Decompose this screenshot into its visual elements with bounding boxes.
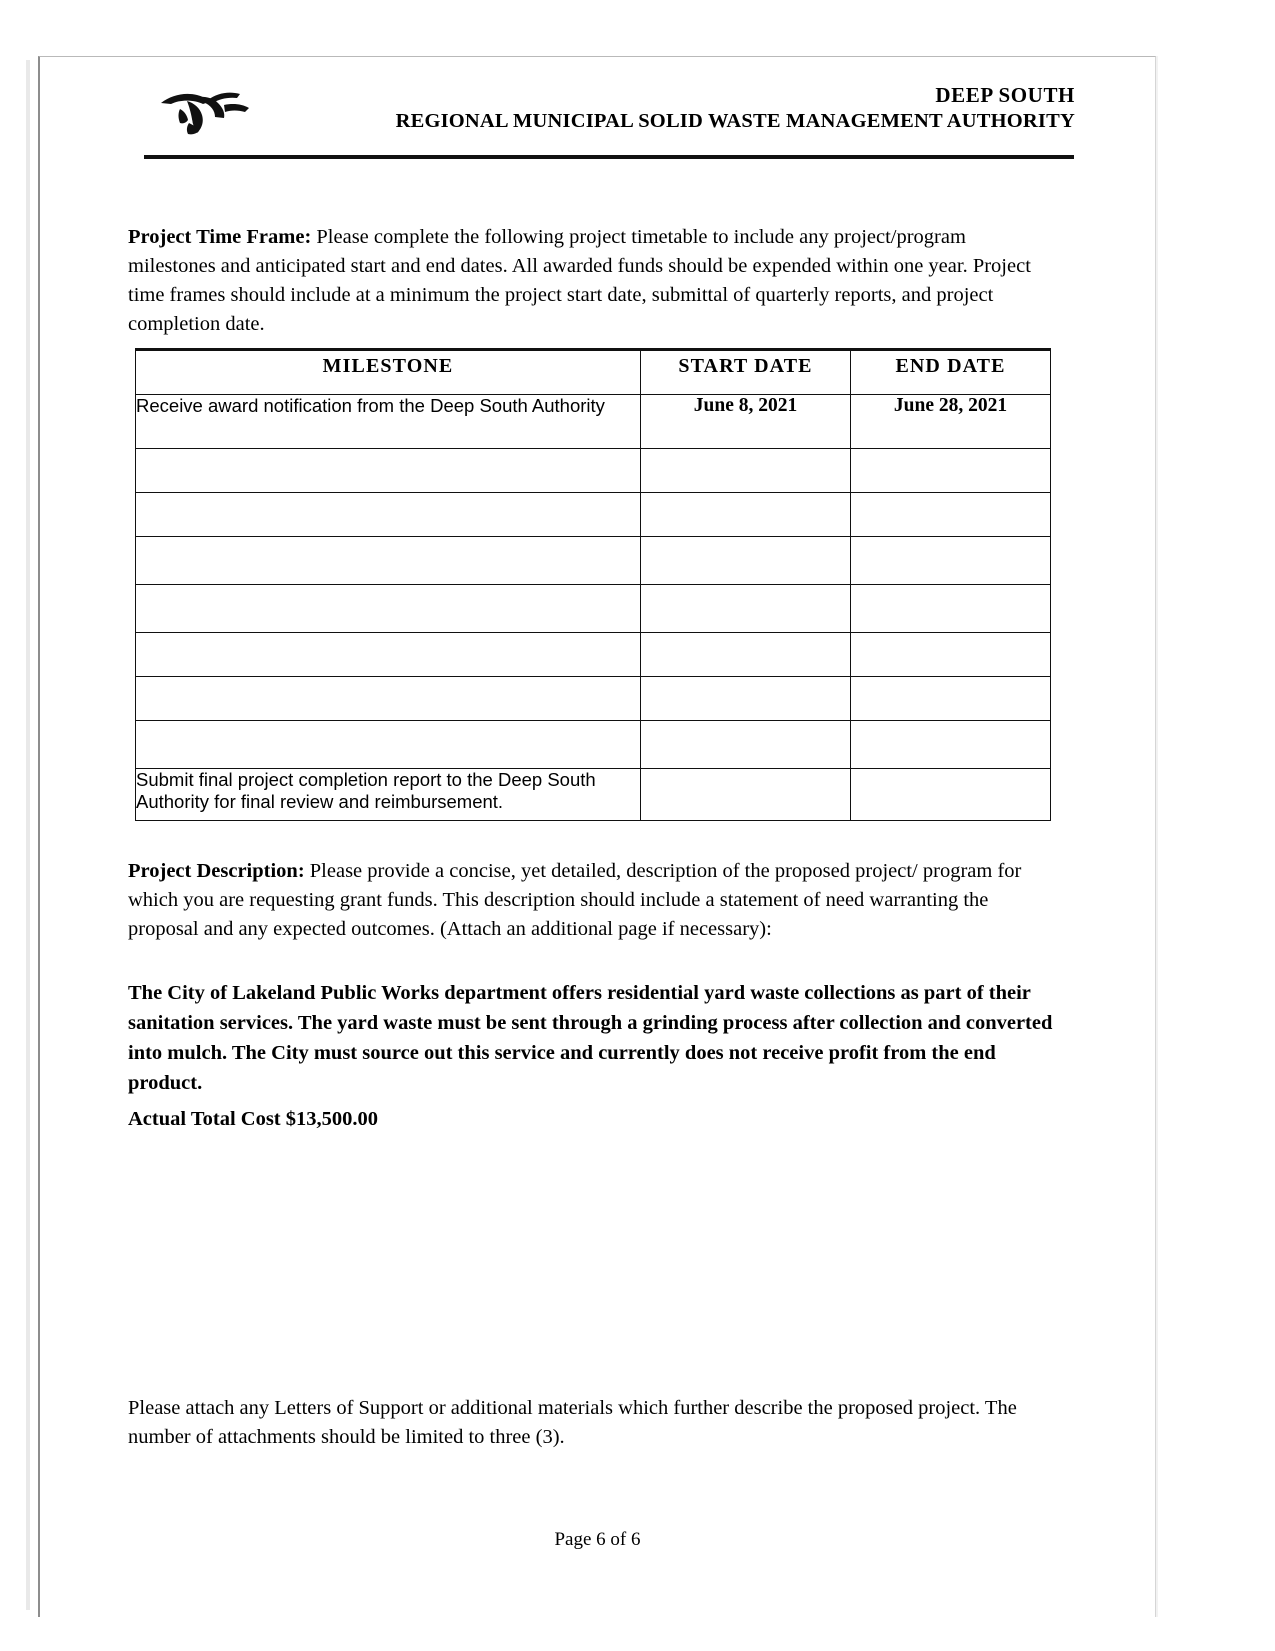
milestone-cell[interactable] [136,721,641,769]
project-timetable [135,348,1050,821]
project-time-frame-instructions: Please complete the following project timetable to include any project/program milestones and anticipated start and end dates. All awarded funds should be expended within one year. Project time frames should include at a minimum the project start date, submittal of quarterly reports, and project completion date. [128,226,1031,335]
table-header-row [136,350,1051,395]
page-number-footer: Page 6 of 6 [554,1529,641,1550]
column-header-milestone: MILESTONE [136,350,641,395]
start-date-cell[interactable] [641,537,851,585]
header-text-block [255,83,1075,134]
project-description-heading: Project Description: [128,860,305,882]
table-row [136,633,1051,677]
end-date-cell[interactable] [851,633,1051,677]
milestone-cell[interactable] [136,585,641,633]
milestone-cell[interactable] [136,537,641,585]
project-description-answer[interactable]: The City of Lakeland Public Works department offers residential yard waste collections as part of their sanitation services. The yard waste must be sent through a grinding process after collection and converted into mulch. The City must source out this service and currently does not receive profit from the end product. [128,982,1053,1094]
project-time-frame-paragraph [128,223,1048,339]
milestone-cell[interactable]: Receive award notification from the Deep South Authority [136,395,641,449]
project-description-instructions: Please provide a concise, yet detailed, description of the proposed project/ program for which you are requesting grant funds. This description should include a statement of need warranting the proposal and any expected outcomes. (Attach an additional page if necessary): [128,860,1022,940]
end-date-cell[interactable] [851,769,1051,821]
header-divider-rule [144,155,1074,159]
table-row [136,537,1051,585]
attachments-note: Please attach any Letters of Support or additional materials which further describe the proposed project. The number of attachments should be limited to three (3). [128,1397,1017,1448]
column-header-start-date: START DATE [641,350,851,395]
table-row [136,493,1051,537]
start-date-cell[interactable] [641,493,851,537]
flying-duck-logo-icon [145,79,255,141]
organization-subtitle: REGIONAL MUNICIPAL SOLID WASTE MANAGEMENT AUTHORITY [395,110,1075,132]
end-date-cell[interactable] [851,537,1051,585]
project-description-paragraph [128,857,1058,944]
actual-total-cost[interactable]: Actual Total Cost $13,500.00 [128,1108,379,1130]
start-date-cell[interactable]: June 8, 2021 [641,395,851,449]
table-row [136,677,1051,721]
table-row [136,395,1051,449]
start-date-cell[interactable] [641,633,851,677]
end-date-cell[interactable]: June 28, 2021 [851,395,1051,449]
start-date-cell[interactable] [641,677,851,721]
end-date-cell[interactable] [851,449,1051,493]
project-time-frame-heading: Project Time Frame: [128,226,312,248]
column-header-end-date: END DATE [851,350,1051,395]
start-date-cell[interactable] [641,769,851,821]
milestone-cell[interactable]: Submit final project completion report to the Deep South Authority for final review and reimbursement. [136,769,641,821]
page-content [40,57,1155,1617]
end-date-cell[interactable] [851,585,1051,633]
end-date-cell[interactable] [851,493,1051,537]
milestone-cell[interactable] [136,633,641,677]
document-header [145,79,1075,157]
table-row [136,449,1051,493]
document-page [38,56,1156,1617]
milestone-cell[interactable] [136,677,641,721]
end-date-cell[interactable] [851,721,1051,769]
start-date-cell[interactable] [641,721,851,769]
milestone-cell[interactable] [136,449,641,493]
table-row [136,585,1051,633]
milestone-cell[interactable] [136,493,641,537]
start-date-cell[interactable] [641,449,851,493]
scan-left-edge-shadow [26,60,30,1610]
end-date-cell[interactable] [851,677,1051,721]
organization-name: DEEP SOUTH [935,83,1075,107]
table-row [136,769,1051,821]
milestone-table [135,348,1051,821]
start-date-cell[interactable] [641,585,851,633]
table-row [136,721,1051,769]
